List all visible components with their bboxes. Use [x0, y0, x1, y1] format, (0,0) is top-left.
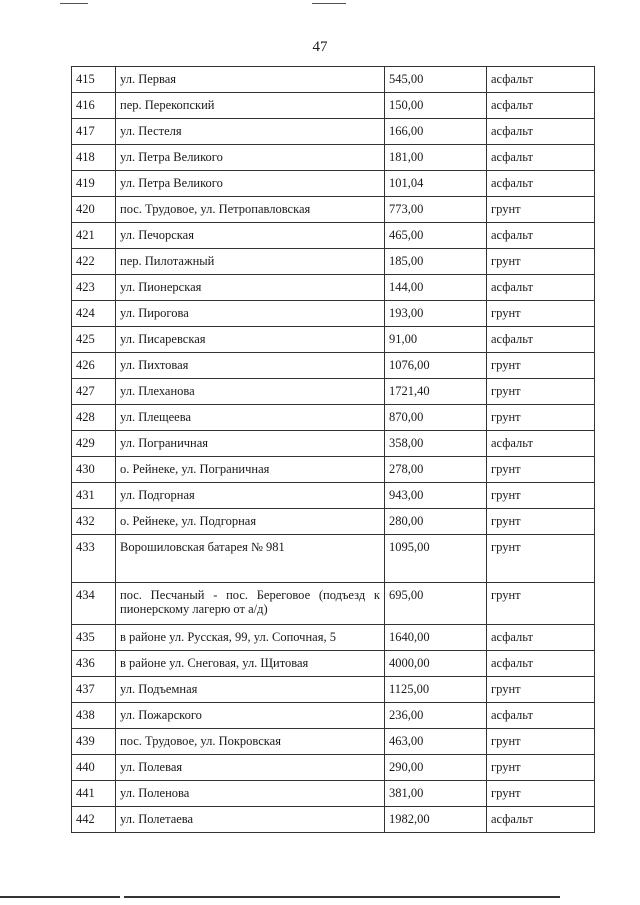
road-name-cell: ул. Плещеева	[116, 405, 385, 431]
road-length-cell: 1095,00	[385, 535, 487, 583]
road-surface-cell: асфальт	[487, 119, 595, 145]
row-number-cell: 441	[72, 781, 116, 807]
road-surface-cell: грунт	[487, 509, 595, 535]
row-number-cell: 442	[72, 807, 116, 833]
row-number-cell: 425	[72, 327, 116, 353]
row-number-cell: 418	[72, 145, 116, 171]
row-number-cell: 429	[72, 431, 116, 457]
road-name-cell: ул. Полетаева	[116, 807, 385, 833]
bottom-rule-left	[0, 896, 120, 898]
row-number-cell: 427	[72, 379, 116, 405]
road-name-cell: пер. Пилотажный	[116, 249, 385, 275]
table-row	[72, 275, 595, 301]
road-name-cell: ул. Пионерская	[116, 275, 385, 301]
road-name-cell: ул. Пограничная	[116, 431, 385, 457]
row-number-cell: 422	[72, 249, 116, 275]
road-surface-cell: асфальт	[487, 327, 595, 353]
road-name-cell: ул. Первая	[116, 67, 385, 93]
road-surface-cell: грунт	[487, 781, 595, 807]
road-surface-cell: грунт	[487, 405, 595, 431]
road-surface-cell: грунт	[487, 249, 595, 275]
road-name-cell: ул. Петра Великого	[116, 171, 385, 197]
row-number-cell: 437	[72, 677, 116, 703]
table-row	[72, 483, 595, 509]
row-number-cell: 428	[72, 405, 116, 431]
table-row	[72, 509, 595, 535]
road-surface-cell: грунт	[487, 197, 595, 223]
road-length-cell: 280,00	[385, 509, 487, 535]
road-name-cell: ул. Поленова	[116, 781, 385, 807]
road-length-cell: 381,00	[385, 781, 487, 807]
road-surface-cell: асфальт	[487, 67, 595, 93]
table-row	[72, 807, 595, 833]
road-length-cell: 166,00	[385, 119, 487, 145]
road-length-cell: 545,00	[385, 67, 487, 93]
road-length-cell: 4000,00	[385, 651, 487, 677]
table-row	[72, 703, 595, 729]
road-length-cell: 870,00	[385, 405, 487, 431]
road-name-cell: в районе ул. Снеговая, ул. Щитовая	[116, 651, 385, 677]
road-length-cell: 290,00	[385, 755, 487, 781]
row-number-cell: 424	[72, 301, 116, 327]
row-number-cell: 434	[72, 583, 116, 625]
table-row	[72, 781, 595, 807]
road-length-cell: 185,00	[385, 249, 487, 275]
road-length-cell: 1721,40	[385, 379, 487, 405]
road-length-cell: 181,00	[385, 145, 487, 171]
road-name-cell: пос. Песчаный - пос. Береговое (подъезд к пионерскому лагерю от а/д)	[116, 583, 385, 625]
row-number-cell: 438	[72, 703, 116, 729]
row-number-cell: 430	[72, 457, 116, 483]
row-number-cell: 426	[72, 353, 116, 379]
table-row	[72, 729, 595, 755]
table-row	[72, 93, 595, 119]
row-number-cell: 439	[72, 729, 116, 755]
road-length-cell: 943,00	[385, 483, 487, 509]
table-row	[72, 67, 595, 93]
table-row	[72, 583, 595, 625]
road-name-cell: о. Рейнеке, ул. Подгорная	[116, 509, 385, 535]
road-length-cell: 358,00	[385, 431, 487, 457]
table-row	[72, 145, 595, 171]
row-number-cell: 415	[72, 67, 116, 93]
table-row	[72, 249, 595, 275]
road-length-cell: 150,00	[385, 93, 487, 119]
road-name-cell: ул. Плеханова	[116, 379, 385, 405]
table-row	[72, 625, 595, 651]
road-name-cell: ул. Пирогова	[116, 301, 385, 327]
road-surface-cell: грунт	[487, 483, 595, 509]
roads-table-body	[72, 67, 595, 833]
row-number-cell: 433	[72, 535, 116, 583]
road-length-cell: 1982,00	[385, 807, 487, 833]
road-length-cell: 695,00	[385, 583, 487, 625]
bottom-rule-right	[124, 896, 560, 898]
road-length-cell: 1640,00	[385, 625, 487, 651]
row-number-cell: 420	[72, 197, 116, 223]
row-number-cell: 431	[72, 483, 116, 509]
table-row	[72, 223, 595, 249]
road-name-cell: ул. Подъемная	[116, 677, 385, 703]
road-surface-cell: асфальт	[487, 145, 595, 171]
road-surface-cell: грунт	[487, 379, 595, 405]
row-number-cell: 417	[72, 119, 116, 145]
road-name-cell: пос. Трудовое, ул. Петропавловская	[116, 197, 385, 223]
road-name-cell: ул. Писаревская	[116, 327, 385, 353]
road-length-cell: 1125,00	[385, 677, 487, 703]
road-length-cell: 278,00	[385, 457, 487, 483]
table-row	[72, 353, 595, 379]
road-surface-cell: асфальт	[487, 703, 595, 729]
top-rule-center	[312, 3, 346, 4]
road-surface-cell: асфальт	[487, 807, 595, 833]
road-surface-cell: грунт	[487, 677, 595, 703]
road-length-cell: 101,04	[385, 171, 487, 197]
road-length-cell: 465,00	[385, 223, 487, 249]
road-name-cell: ул. Пестеля	[116, 119, 385, 145]
row-number-cell: 421	[72, 223, 116, 249]
table-row	[72, 457, 595, 483]
table-row	[72, 327, 595, 353]
row-number-cell: 423	[72, 275, 116, 301]
row-number-cell: 435	[72, 625, 116, 651]
row-number-cell: 432	[72, 509, 116, 535]
road-name-cell: ул. Подгорная	[116, 483, 385, 509]
road-name-cell: в районе ул. Русская, 99, ул. Сопочная, 5	[116, 625, 385, 651]
top-rule-left	[60, 3, 88, 4]
road-surface-cell: асфальт	[487, 625, 595, 651]
road-surface-cell: грунт	[487, 353, 595, 379]
road-surface-cell: грунт	[487, 755, 595, 781]
table-row	[72, 197, 595, 223]
road-name-cell: о. Рейнеке, ул. Пограничная	[116, 457, 385, 483]
road-length-cell: 144,00	[385, 275, 487, 301]
table-row	[72, 651, 595, 677]
table-row	[72, 301, 595, 327]
road-surface-cell: асфальт	[487, 223, 595, 249]
table-row	[72, 755, 595, 781]
road-surface-cell: грунт	[487, 729, 595, 755]
row-number-cell: 416	[72, 93, 116, 119]
road-name-cell: пер. Перекопский	[116, 93, 385, 119]
row-number-cell: 436	[72, 651, 116, 677]
row-number-cell: 440	[72, 755, 116, 781]
road-surface-cell: грунт	[487, 457, 595, 483]
road-surface-cell: асфальт	[487, 171, 595, 197]
road-surface-cell: грунт	[487, 301, 595, 327]
table-row	[72, 535, 595, 583]
road-length-cell: 463,00	[385, 729, 487, 755]
road-name-cell: ул. Пожарского	[116, 703, 385, 729]
road-length-cell: 236,00	[385, 703, 487, 729]
road-name-cell: ул. Полевая	[116, 755, 385, 781]
road-surface-cell: асфальт	[487, 275, 595, 301]
road-surface-cell: асфальт	[487, 651, 595, 677]
road-name-cell: ул. Печорская	[116, 223, 385, 249]
road-name-cell: пос. Трудовое, ул. Покровская	[116, 729, 385, 755]
road-length-cell: 773,00	[385, 197, 487, 223]
road-surface-cell: асфальт	[487, 431, 595, 457]
road-surface-cell: асфальт	[487, 93, 595, 119]
table-row	[72, 431, 595, 457]
road-length-cell: 193,00	[385, 301, 487, 327]
road-name-cell: Ворошиловская батарея № 981	[116, 535, 385, 583]
road-length-cell: 91,00	[385, 327, 487, 353]
roads-table	[71, 66, 595, 833]
page-number: 47	[312, 39, 328, 55]
table-row	[72, 119, 595, 145]
road-surface-cell: грунт	[487, 583, 595, 625]
road-name-cell: ул. Пихтовая	[116, 353, 385, 379]
road-length-cell: 1076,00	[385, 353, 487, 379]
table-row	[72, 379, 595, 405]
row-number-cell: 419	[72, 171, 116, 197]
table-row	[72, 677, 595, 703]
table-row	[72, 171, 595, 197]
road-surface-cell: грунт	[487, 535, 595, 583]
table-row	[72, 405, 595, 431]
road-name-cell: ул. Петра Великого	[116, 145, 385, 171]
